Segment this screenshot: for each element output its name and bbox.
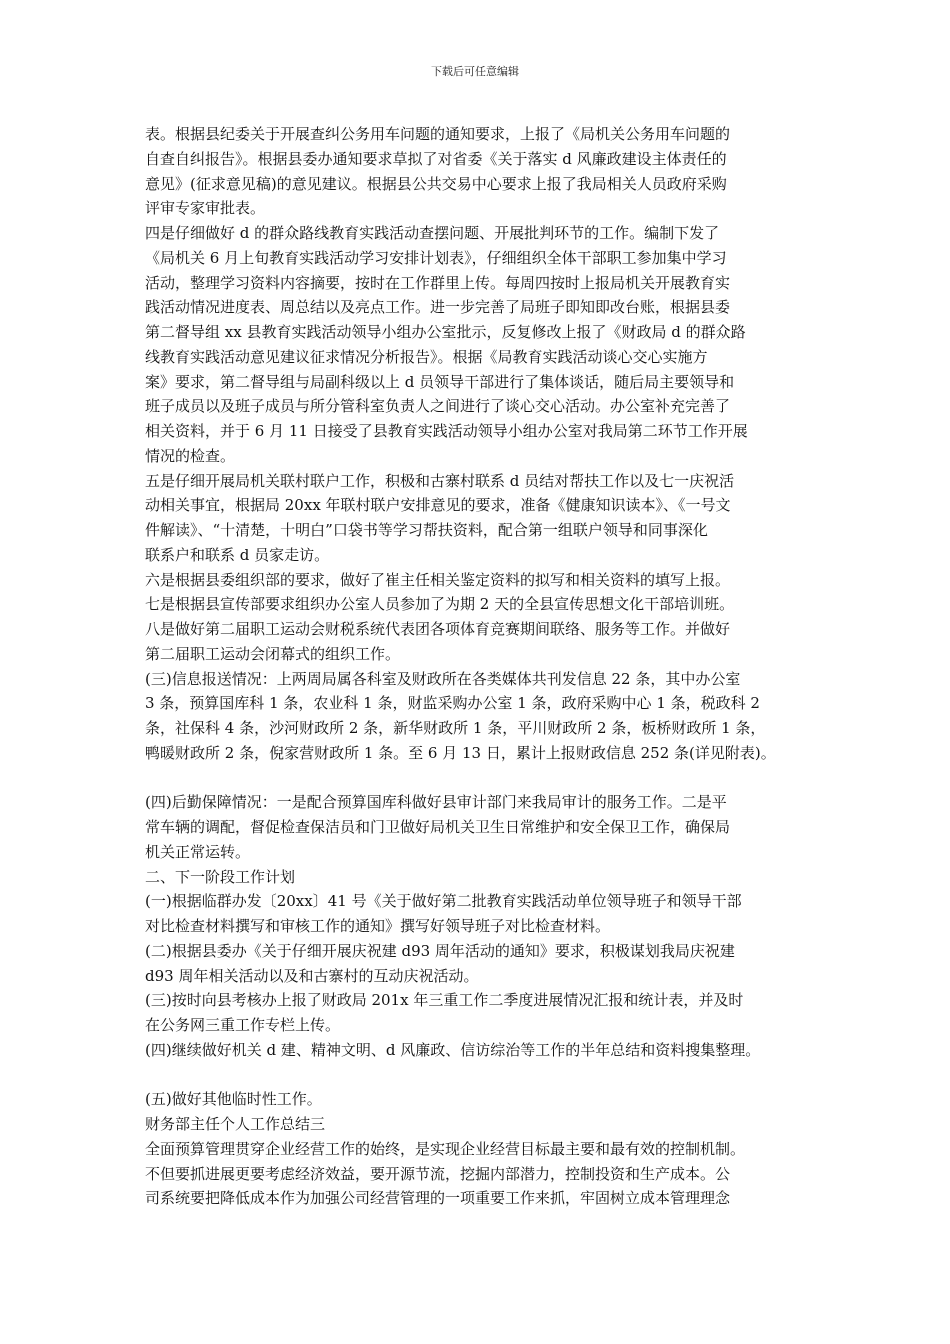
text-line: 在公务网三重工作专栏上传。	[145, 1016, 341, 1034]
text-line: 3 条，预算国库科 1 条，农业科 1 条，财监采购办公室 1 条，政府采购中心 1 条，税政科 2	[145, 694, 760, 713]
text-line: 件解读》、“十清楚，十明白”口袋书等学习帮扶资料，配合第一组联户领导和同事深化	[145, 521, 708, 539]
text-line: 践活动情况进度表、周总结以及亮点工作。进一步完善了局班子即知即改台账，根据县委	[145, 298, 731, 317]
text-line: 活动，整理学习资料内容摘要，按时在工作群里上传。每周四按时上报局机关开展教育实	[145, 273, 731, 292]
text-line: 司系统要把降低成本作为加强公司经营管理的一项重要工作来抓，牢固树立成本管理理念	[145, 1189, 731, 1208]
text-line: (三)按时向县考核办上报了财政局 201x 年三重工作二季度进展情况汇报和统计表，并及时	[145, 991, 744, 1010]
page-header: 下载后可任意编辑	[431, 65, 519, 78]
text-line: 线教育实践活动意见建议征求情况分析报告》。根据《局教育实践活动谈心交心实施方	[145, 347, 708, 366]
text-line: 六是根据县委组织部的要求，做好了崔主任相关鉴定资料的拟写和相关资料的填写上报。	[145, 570, 731, 589]
text-line: 七是根据县宣传部要求组织办公室人员参加了为期 2 天的全县宣传思想文化干部培训班。	[145, 595, 735, 614]
text-line: 《局机关 6 月上旬教育实践活动学习安排计划表》，仔细组织全体干部职工参加集中学习	[145, 248, 727, 267]
text-line: 八是做好第二届职工运动会财税系统代表团各项体育竞赛期间联络、服务等工作。并做好	[145, 620, 731, 638]
text-line: 二、下一阶段工作计划	[145, 867, 296, 886]
text-line: 动相关事宜，根据局 20xx 年联村联户安排意见的要求，准备《健康知识读本》、《一号文	[145, 496, 731, 515]
text-line: (五)做好其他临时性工作。	[145, 1090, 322, 1109]
text-line: 机关正常运转。	[145, 842, 251, 861]
text-line: 自查自纠报告》。根据县委办通知要求草拟了对省委《关于落实 d 风廉政建设主体责任的	[145, 149, 727, 168]
text-line: 相关资料，并于 6 月 11 日接受了县教育实践活动领导小组办公室对我局第二环节工作开展	[145, 422, 748, 440]
text-line: 情况的检查。	[145, 446, 236, 465]
text-line: 表。根据县纪委关于开展查纠公务用车问题的通知要求，上报了《局机关公务用车问题的	[145, 125, 731, 143]
text-line: (四)继续做好机关 d 建、精神文明、d 风廉政、信访综治等工作的半年总结和资料搜集整理。	[145, 1040, 761, 1059]
text-line: 对比检查材料撰写和审核工作的通知》撰写好领导班子对比检查材料。	[145, 917, 611, 935]
text-line: d93 周年相关活动以及和古寨村的互动庆祝活动。	[145, 966, 479, 985]
text-line: 全面预算管理贯穿企业经营工作的始终，是实现企业经营目标最主要和最有效的控制机制。	[145, 1139, 746, 1158]
text-line: 联系户和联系 d 员家走访。	[145, 545, 330, 564]
text-line: (四)后勤保障情况：一是配合预算国库科做好县审计部门来我局审计的服务工作。二是平	[145, 793, 727, 812]
blank-line	[145, 1063, 820, 1088]
text-line: 班子成员以及班子成员与所分管科室负责人之间进行了谈心交心活动。办公室补充完善了	[145, 397, 731, 416]
text-line: (三)信息报送情况：上两周局属各科室及财政所在各类媒体共刊发信息 22 条，其中办公室	[145, 669, 741, 688]
text-line: 评审专家审批表。	[145, 199, 266, 218]
text-line: 第二届职工运动会闭幕式的组织工作。	[145, 644, 401, 663]
text-line: 不但要抓进展更要考虑经济效益，要开源节流，挖掘内部潜力，控制投资和生产成本。公	[145, 1164, 731, 1183]
text-line: (二)根据县委办《关于仔细开展庆祝建 d93 周年活动的通知》要求，积极谋划我局庆祝建	[145, 941, 735, 960]
text-line: 常车辆的调配，督促检查保洁员和门卫做好局机关卫生日常维护和安全保卫工作，确保局	[145, 818, 731, 836]
text-line: 财务部主任个人工作总结三	[145, 1115, 326, 1133]
text-line: 第二督导组 xx 县教育实践活动领导小组办公室批示，反复修改上报了《财政局 d 的群众路	[145, 323, 746, 341]
document-body	[145, 122, 820, 1211]
blank-line	[145, 766, 820, 791]
text-line: 四是仔细做好 d 的群众路线教育实践活动查摆问题、开展批判环节的工作。编制下发了	[145, 224, 720, 242]
text-line: 条，社保科 4 条，沙河财政所 2 条，新华财政所 1 条，平川财政所 2 条，板桥财政所 1 条，	[145, 719, 766, 737]
text-line: 意见》(征求意见稿)的意见建议。根据县公共交易中心要求上报了我局相关人员政府采购	[145, 174, 727, 193]
text-line: (一)根据临群办发〔20xx〕41 号《关于做好第二批教育实践活动单位领导班子和领导干部	[145, 892, 742, 911]
text-line: 案》要求，第二督导组与局副科级以上 d 员领导干部进行了集体谈话，随后局主要领导和	[145, 372, 735, 391]
text-line: 鸭暖财政所 2 条，倪家营财政所 1 条。至 6 月 13 日，累计上报财政信息 252 条(详见附表)。	[145, 743, 776, 762]
text-line: 五是仔细开展局机关联村联户工作，积极和古寨村联系 d 员结对帮扶工作以及七一庆祝活	[145, 471, 735, 490]
